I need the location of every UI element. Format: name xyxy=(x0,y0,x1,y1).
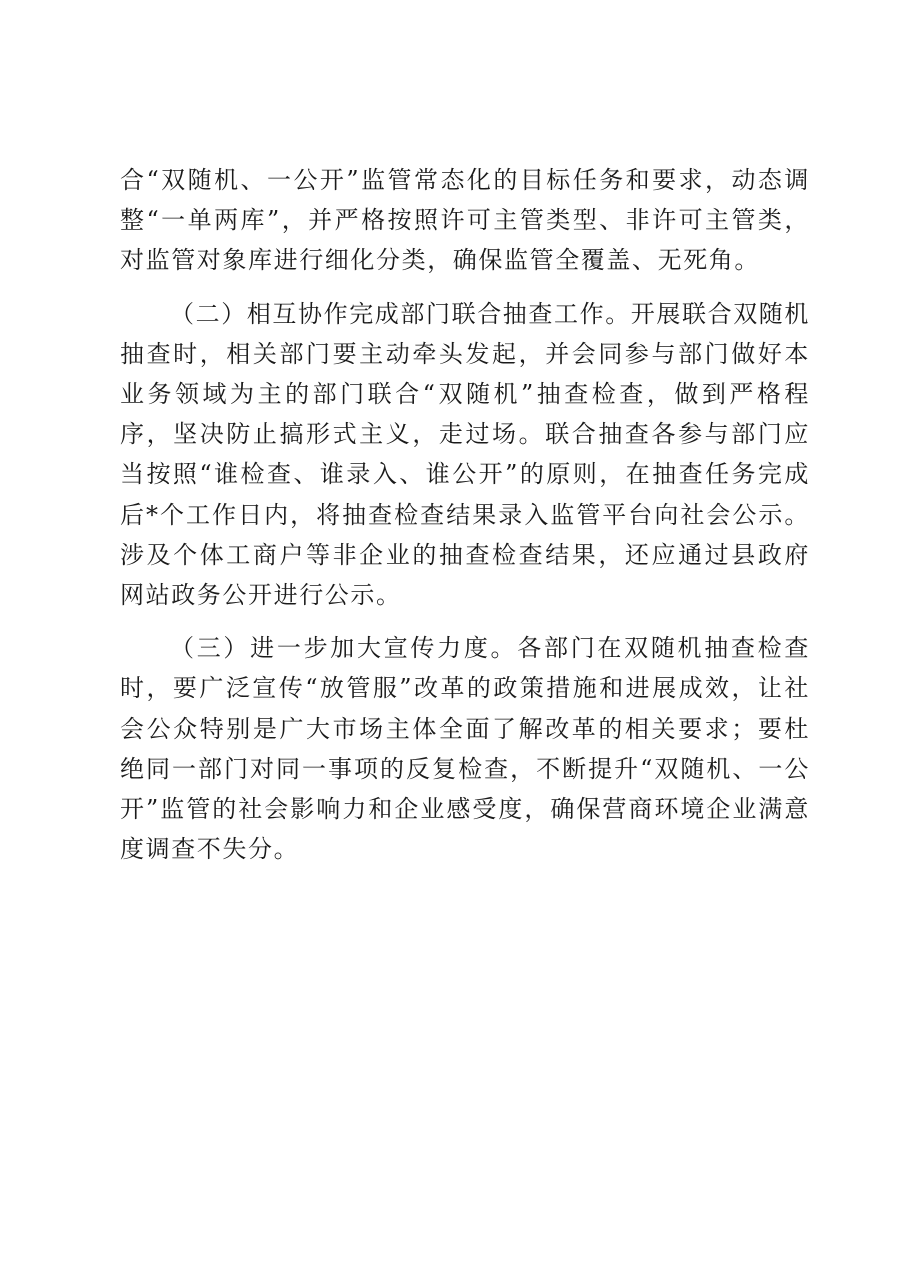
paragraph-section-three: （三）进一步加大宣传力度。各部门在双随机抽查检查时，要广泛宣传“放管服”改革的政策措施和进展成效，让社会公众特别是广大市场主体全面了解改革的相关要求；要杜绝同一部门对同一事项的反复检查，不断提升“双随机、一公开”监管的社会影响力和企业感受度，确保营商环境企业满意度调查不失分。 xyxy=(120,634,810,864)
paragraph-section-two: （二）相互协作完成部门联合抽查工作。开展联合双随机抽查时，相关部门要主动牵头发起，并会同参与部门做好本业务领域为主的部门联合“双随机”抽查检查，做到严格程序，坚决防止搞形式主义，走过场。联合抽查各参与部门应当按照“谁检查、谁录入、谁公开”的原则，在抽查任务完成后*个工作日内，将抽查检查结果录入监管平台向社会公示。涉及个体工商户等非企业的抽查检查结果，还应通过县政府网站政务公开进行公示。 xyxy=(120,299,810,610)
document-body xyxy=(120,160,810,882)
paragraph-continuation: 合“双随机、一公开”监管常态化的目标任务和要求，动态调整“一单两库”，并严格按照许可主管类型、非许可主管类，对监管对象库进行细化分类，确保监管全覆盖、无死角。 xyxy=(120,166,810,275)
